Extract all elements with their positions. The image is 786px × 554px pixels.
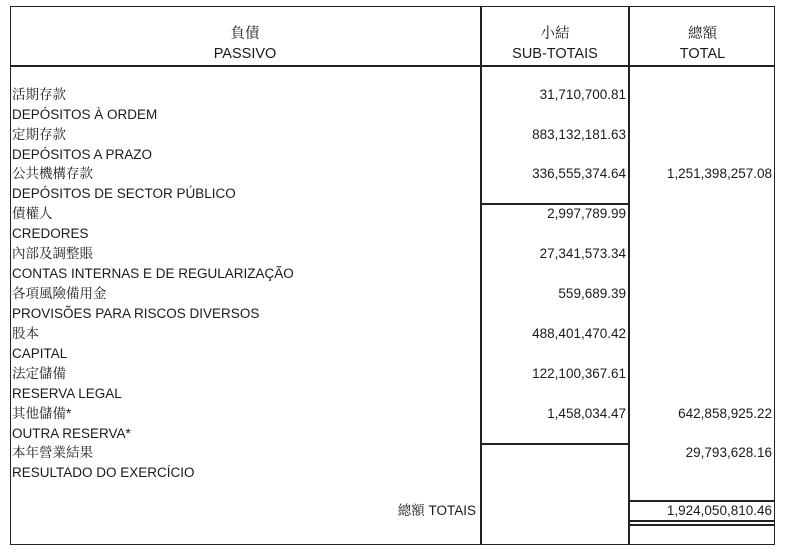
row-subtotal: 31,710,700.81: [539, 87, 626, 102]
row-label-pt: RESULTADO DO EXERCÍCIO: [12, 465, 195, 480]
row-subtotal: 122,100,367.61: [532, 366, 626, 381]
row-label-zh: 各項風險備用金: [12, 286, 107, 301]
row-subtotal: 336,555,374.64: [532, 166, 626, 181]
header-passivo-zh: 負債: [230, 26, 260, 42]
subtotal-group-rule-2: [480, 443, 630, 445]
row-label-pt: RESERVA LEGAL: [12, 386, 122, 401]
row-subtotal: 559,689.39: [558, 286, 626, 301]
grand-total-value: 1,924,050,810.46: [666, 503, 772, 518]
row-label-zh: 本年營業結果: [12, 445, 93, 460]
header-subtotais: [480, 24, 630, 64]
row-subtotal: 488,401,470.42: [532, 326, 626, 341]
row-total: 642,858,925.22: [678, 406, 772, 421]
header-passivo: [10, 24, 480, 64]
row-subtotal: 2,997,789.99: [547, 206, 626, 221]
divider-col2: [628, 6, 630, 545]
header-divider: [10, 65, 775, 67]
row-label-zh: 定期存款: [12, 127, 66, 142]
row-label-zh: 公共機構存款: [12, 166, 93, 181]
row-label-pt: DEPÓSITOS A PRAZO: [12, 147, 153, 162]
header-passivo-pt: PASSIVO: [213, 46, 277, 62]
row-subtotal: 1,458,034.47: [547, 406, 626, 421]
row-label-zh: 活期存款: [12, 87, 66, 102]
row-label-pt: DEPÓSITOS À ORDEM: [12, 107, 158, 122]
row-label-pt: CONTAS INTERNAS E DE REGULARIZAÇÃO: [12, 266, 294, 281]
row-label-zh: 股本: [12, 326, 39, 341]
row-label-pt: DEPÓSITOS DE SECTOR PÚBLICO: [12, 186, 236, 201]
header-total-pt: TOTAL: [679, 46, 726, 62]
row-subtotal: 27,341,573.34: [539, 246, 626, 261]
row-label-zh: 債權人: [12, 206, 53, 221]
row-total: 29,793,628.16: [685, 445, 772, 460]
divider-col1: [480, 6, 482, 545]
row-subtotal: 883,132,181.63: [532, 127, 626, 142]
row-label-pt: OUTRA RESERVA*: [12, 426, 131, 441]
header-total-zh: 總額: [688, 26, 717, 42]
row-label-zh: 其他儲備*: [12, 406, 72, 421]
row-label-pt: CREDORES: [12, 226, 89, 241]
totals-label: 總額 TOTAIS: [397, 503, 476, 518]
row-label-pt: PROVISÕES PARA RISCOS DIVERSOS: [12, 306, 260, 321]
row-label-zh: 法定儲備: [12, 366, 66, 381]
row-label-zh: 內部及調整賬: [12, 246, 93, 261]
row-label-pt: CAPITAL: [12, 346, 68, 361]
row-total: 1,251,398,257.08: [666, 166, 772, 181]
header-subtotais-zh: 小結: [540, 26, 570, 42]
grand-total-underline-1: [628, 520, 775, 522]
header-total: [630, 24, 775, 64]
header-subtotais-pt: SUB-TOTAIS: [512, 46, 598, 62]
grand-total-underline-2: [628, 524, 775, 526]
